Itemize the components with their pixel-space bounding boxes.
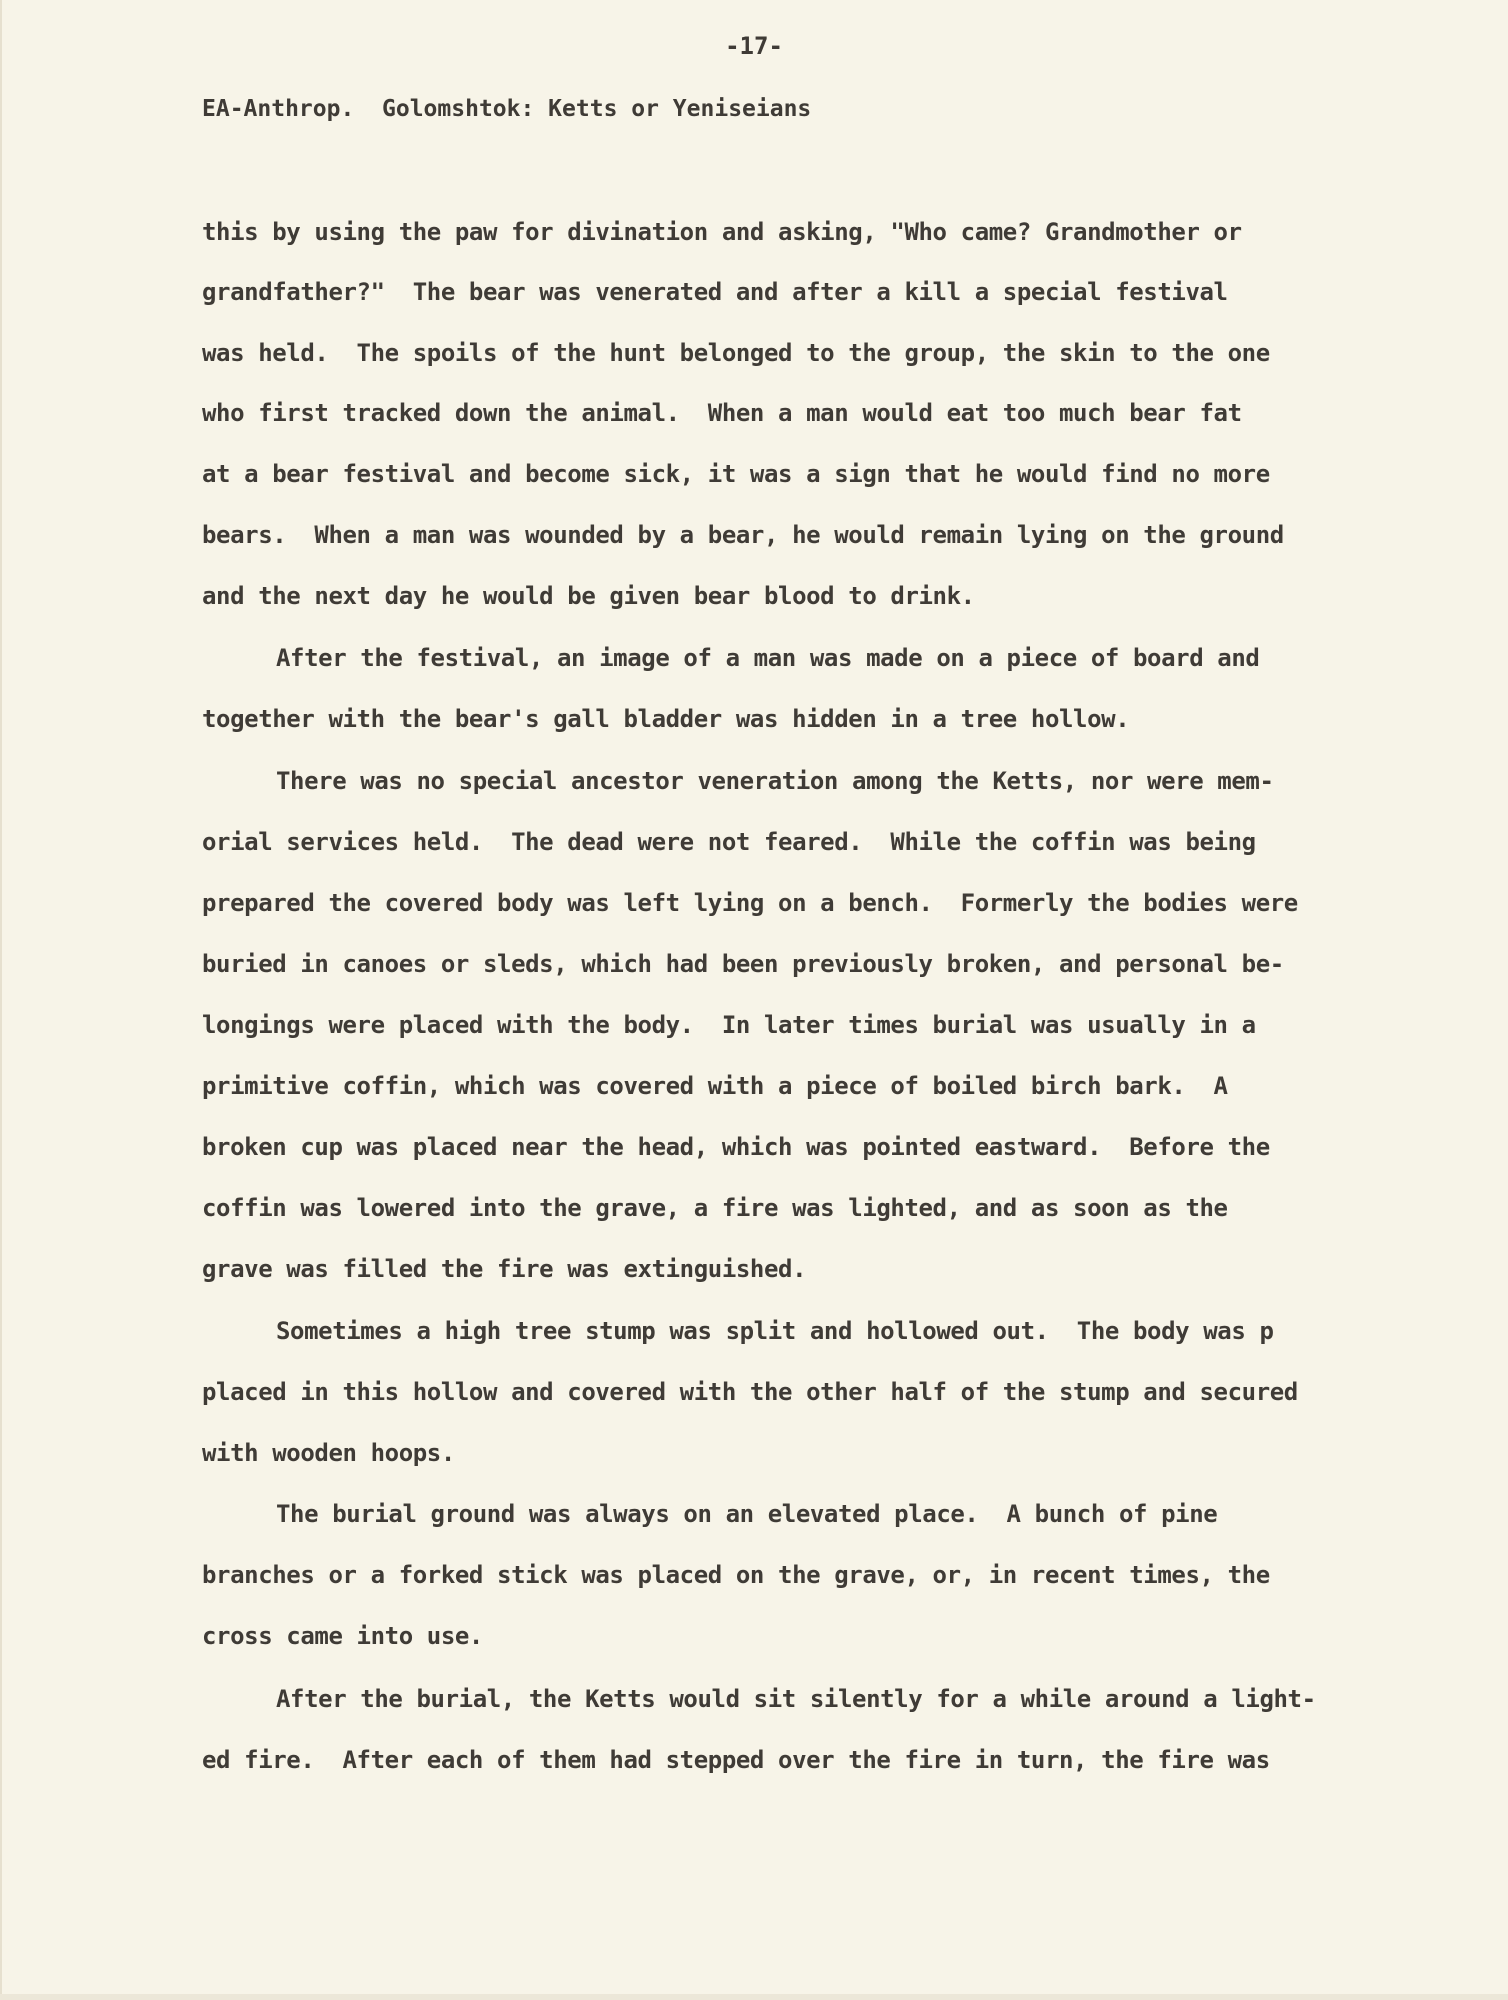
paragraph-first-line: There was no special ancestor veneration among the Ketts, nor were mem- bbox=[276, 767, 1274, 795]
paragraph-first-line: After the festival, an image of a man was made on a piece of board and bbox=[276, 644, 1260, 672]
page-edge bbox=[0, 0, 2, 2000]
text-line: buried in canoes or sleds, which had been previously broken, and personal be- bbox=[202, 950, 1284, 978]
text-line: grandfather?" The bear was venerated and after a kill a special festival bbox=[202, 278, 1228, 306]
text-line: was held. The spoils of the hunt belonged to the group, the skin to the one bbox=[202, 339, 1270, 367]
page-number: -17- bbox=[725, 32, 783, 60]
text-line: together with the bear's gall bladder was hidden in a tree hollow. bbox=[202, 705, 1130, 733]
text-line: longings were placed with the body. In later times burial was usually in a bbox=[202, 1011, 1256, 1039]
running-header: EA-Anthrop. Golomshtok: Ketts or Yeniseians bbox=[202, 96, 812, 122]
text-line: placed in this hollow and covered with the other half of the stump and secured bbox=[202, 1378, 1298, 1406]
text-line: ed fire. After each of them had stepped over the fire in turn, the fire was bbox=[202, 1746, 1270, 1774]
text-line: branches or a forked stick was placed on the grave, or, in recent times, the bbox=[202, 1561, 1270, 1589]
text-line: orial services held. The dead were not feared. While the coffin was being bbox=[202, 828, 1256, 856]
text-line: and the next day he would be given bear blood to drink. bbox=[202, 582, 975, 610]
text-line: grave was filled the fire was extinguished. bbox=[202, 1255, 807, 1283]
paragraph-first-line: The burial ground was always on an elevated place. A bunch of pine bbox=[276, 1500, 1218, 1528]
text-line: with wooden hoops. bbox=[202, 1439, 455, 1467]
page-bottom-edge bbox=[0, 1994, 1508, 2000]
text-line: prepared the covered body was left lying on a bench. Formerly the bodies were bbox=[202, 889, 1298, 917]
text-line: this by using the paw for divination and asking, "Who came? Grandmother or bbox=[202, 218, 1242, 246]
paragraph-first-line: After the burial, the Ketts would sit silently for a while around a light- bbox=[276, 1685, 1316, 1713]
text-line: coffin was lowered into the grave, a fire was lighted, and as soon as the bbox=[202, 1194, 1228, 1222]
text-line: cross came into use. bbox=[202, 1622, 483, 1650]
text-line: bears. When a man was wounded by a bear, he would remain lying on the ground bbox=[202, 521, 1284, 549]
text-line: broken cup was placed near the head, which was pointed eastward. Before the bbox=[202, 1133, 1270, 1161]
text-line: primitive coffin, which was covered with a piece of boiled birch bark. A bbox=[202, 1072, 1228, 1100]
text-line: at a bear festival and become sick, it was a sign that he would find no more bbox=[202, 460, 1270, 488]
paragraph-first-line: Sometimes a high tree stump was split and hollowed out. The body was p bbox=[276, 1317, 1274, 1345]
text-line: who first tracked down the animal. When a man would eat too much bear fat bbox=[202, 399, 1242, 427]
